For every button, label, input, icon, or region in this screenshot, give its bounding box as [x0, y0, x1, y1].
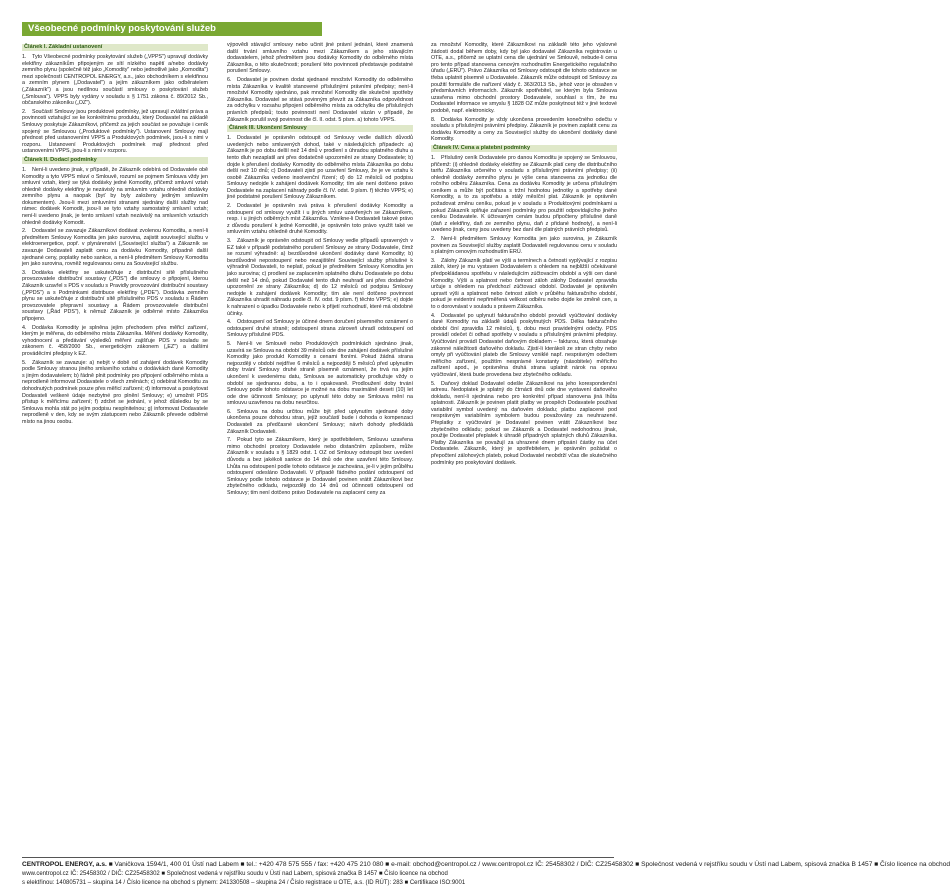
clause-paragraph — [22, 167, 208, 226]
clause-text: Zákazník je oprávněn odstoupit od Smlouvy vedle případů upravených v EZ také v případě podstatného porušení Smlouvy ze strany Dodavatele, čímž se rozumí výhradně: a) bezdůvodné ukončení dodávky dané Komodity; b) bezdůvodné nepostoupení nebo nezajištění Související služby příslušné k výhradně Dodavateli, to neplatí, pokud je předmětem Smlouvy Komodita jen jako surovina; c) prodlení se zaplacením splatného dluhu Dodavatele po dobu delší než 14 dnů, pokud Dodavatel tento dluh neuhradí ani přes dodatečné upozornění ze strany Zákazníka; d) do 12 měsíců od podpisu Smlouvy nedojde k zahájení dodávek Komodity; tím ale není dotčeno povinnost Zákazníka uhradit náhradu podle čl. IV. odst. 9 písm. f) těchto VPPS; e) dojde k nahrazení o úpadku Dodavatele nebo k přijetí rozhodnutí, které má obdobné účinky. — [227, 238, 413, 317]
clause-text: za množství Komodity, které Zákazníkovi na základě této jeho výslovné žádosti dodal během doby, kdy byl jako dodavatel Zákazníka registrován u OTE, a.s., přičemž se uplatní cena dle ujednání ve Smlouvě, nebude-li cena pro tento případ stanovena cenovým rozhodnutím Energetického regulačního úřadu („ERÚ"). Právo Zákazníka od Smlouvy odstoupit dle tohoto odstavce se třeba uplatnit písemně u Dodavatele. Zákazník může odstoupit od Smlouvy za použití formuláře dle nařízení vlády č. 363/2013 Sb., jehož vzor je obsažen v předsmluvních informacích. Zákazník spotřebitel, se kterým byla Smlouva uzavřena mimo obchodní prostory Dodavatele, souhlasí s tím, že mu Dodavatel informace ve smyslu § 1828 OZ může poskytnout též v jiné textové podobě, např. elektronicky. — [431, 42, 617, 114]
clause-text: Dodavatel je oprávněn odstoupit od Smlouvy vedle dalších důvodů uvedených nebo smluvených dohod, také v následujících případech: a) Zákazník je po dobu delší než 14 dnů v prodlení s úhradou splatného dluhu a tento dluh nezaplatil ani přes dodatečně upozornění ze strany Dodavatele; b) dojde k přerušení dodávky Komodity do odběrného místa Zákazníka po dobu delší než 10 dnů; c) Dodavateli zjistí po uzavření Smlouvy, že je ve vztahu k osobě Zákazníka vedeno insolvenční řízení; d) do 12 měsíců od podpisu Smlouvy nedojde k zahájení dodávek Komodity; tím ale není dotčeno právo Dodavatele na zaplacení náhrady podle čl. IV. odst. 9 písm. f) těchto VPPS; e) jiné podstatné porušení Smlouvy Zákazníkem. — [227, 135, 413, 201]
clause-text: Dodávka Komodity je splněna jejím přechodem přes měřicí zařízení, kterým je měřena, do odběrného místa Zákazníka. Měření dodávky Komodity, vyhodnocení a předávání výsledků měření zajišťuje PDS v souladu se zákonem č. 458/2000 Sb., energetickým zákonem („EZ") a dalšími prováděcími předpisy k EZ. — [22, 324, 208, 357]
clause-text: Dodavatel je oprávněn svá práva k přerušení dodávky Komodity a odstoupení od smlouvy využít i u jiných smluv uzavřených se Zákazníkem, resp. i u jiných odběrných míst Zákazníka. Vznikne-li Dodavateli takové právo z důvodu porušení k jedné Komoditě, je oprávněn toto právo využít také ve smluvním vztahu ohledně druhé Komodity. — [227, 203, 413, 236]
section-heading: Článek III. Ukončení Smlouvy — [227, 125, 413, 132]
clause-paragraph — [431, 117, 617, 143]
clause-text: Dodávka Komodity je vždy ukončena provedením konečného odečtu v souladu s příslušnými právními předpisy. Zákazník je povinen zaplatit cenu za dodávku Komodity a ceny za Související služby do ukončení dodávky dané Komodity. — [431, 116, 617, 143]
clause-text: Pokud tyto se Zákazníkem, který je spotřebitelem, Smlouvu uzavřena mimo obchodní prostory Dodavatele nebo distančním způsobem, může Zákazník v souladu s § 1829 odst. 1 OZ od Smlouvy odstoupit bez uvedení důvodu a bez jakékoli sankce do 14 dnů ode dne uzavření této Smlouvy. Lhůta na odstoupení podle tohoto odstavce je zachována, je-li v jejím průběhu odstoupení odesláno Dodavateli. V případě řádného podání odstoupení od Smlouvy podle tohoto odstavce je Dodavatel povinen vrátit Zákazníkovi bez zbytečného odkladu, nejpozději do 14 dnů od účinnosti odstoupení od Smlouvy; tím není dotčeno právo Dodavatele na zaplacení ceny za — [227, 437, 413, 496]
clause-paragraph — [227, 42, 413, 75]
clause-text: Příslušný ceník Dodavatele pro danou Komoditu je spojený se Smlouvou, přičemž: (i) ohledně dodávky elektřiny se Zákazník platí ceny dle distribučního tarifu Zákazníka určeného v souladu s příslušnými právními předpisy; (ii) ohledně dodávky zemního plynu je výše cena stanovena za jednotku dle ročního odběru Zákazníka. Cena za dodávku Komodity je určena příslušným ceníkem a může být počítána s tržní hodnotou jednotky a spotřeby dané Komodity, a to za spotřebu a stálý měsíční plat. Zákazník je oprávněn požadovat změnu ceníku, pokud je v souladu s Produktovými podmínkami a pokud Zákazník splňuje zařazení podmínky pro použití odpovídajícího jiného ceníku Dodavatele. K účtovaným cenám budou připočteny příslušné daně (daň z elektřiny, daň ze zemního plynu, daň z přidané hodnoty), a není-li uvedeno jinak, ceny jsou uvedeny bez daní dle platných právních předpisů. — [431, 154, 617, 234]
clause-paragraph — [431, 236, 617, 256]
clause-text: Daňový doklad Dodavatel odešle Zákazníkovi na jeho korespondenční adresu. Nedoplatek je splatný do čtrnácti dnů ode dne vystavení daňového dokladu, není-li sjednána nebo pro konkrétní případ stanovena jiná lhůta splatnosti. Zákazník je povinen platit platby ve prospěch Dodavatele používat variabilní symbol uvedený na daňovém dokladu; platbu zaplacené pod nesprávným variabilním symbolem budou považovány za neuhrazené. Přeplatky z vyúčtování je Dodavatel povinen vrátit Zákazníkovi bez zbytečného odkladu; pokud se Zákazník a Dodavatel nedohodnou jinak, použije Dodavatel přeplatek k úhradě případných splatných dluhů Zákazníka. Platby Zákazníka se považují za uhrazené dnem připsání částky na účet Dodavatele. Zákazník, který je spotřebitelem, je oprávněn požádat o přepočtení zálohových plateb, pokud Dodavatel neobdrží včas dle skutečného podmínky pro poskytování dodávek. — [431, 380, 617, 466]
clause-number: 1. — [227, 135, 232, 142]
footer-contact: ■ Vaničkova 1594/1, 400 01 Ústí nad Labem ■ tel.: +420 478 575 555 / fax: +420 475 210 080 ■ e-mail: obchod@centropol.cz / www.centropol.cz IČ: 25458302 / DIČ: CZ25458302 ■ Společnost vedená v rejstříku soudu v Ústí nad Labem, spisová značka B 1457 ■ Číslo licence na obchod — [108, 861, 950, 868]
clause-text: Dodavatel se zavazuje Zákazníkovi dodávat zvolenou Komoditu, a není-li předmětem Smlouvy Komodita jen jako surovina, zajistit související službu v elektroenergetice, popř. v plynárenství („Související služba") a Zákazník se zavazuje Dodavateli zaplatit cenu za dodávku Komodity, případně další sjednané ceny, poplatky nebo sankce, a není-li předmětem Smlouvy Komodita jen jako surovina, rovněž regulovanou cenu za Související službu. — [22, 228, 208, 268]
clause-text: Součástí Smlouvy jsou produktové podmínky, jež upravují zvláštní práva a povinnosti vztahující se ke konkrétnímu produktu, který Dodavatel na základě Smlouvy poskytuje Zákazníkovi, přičemž za jejich součást se považuje i ceník spojený se Smlouvou („Produktové podmínky"). Ustanovení Smlouvy mají přednost před ustanoveními VPPS a Produktových podmínek, jsou-li s nimi v rozporu. Ustanovení Produktových podmínek mají přednost před ustanoveními VPPS, jsou-li s nimi v rozporu. — [22, 108, 208, 155]
clause-number: 5. — [227, 340, 232, 347]
clause-number: 5. — [431, 380, 436, 387]
clause-number: 2. — [22, 108, 27, 115]
clause-number: 2. — [22, 228, 27, 235]
clause-paragraph — [22, 228, 208, 268]
clause-number: 3. — [227, 238, 232, 245]
clause-number: 1. — [22, 54, 27, 60]
clause-number: 2. — [431, 236, 436, 243]
clause-text: Není-li uvedeno jinak, v případě, že Zákazník odebírá od Dodavatele obě Komodity a tyto VPPS mluví o Smlouvě, rozumí se pojmem Smlouva vždy jen smluvní vztah, který se týká dodávky jedné Komodity, přičemž smluvní vztah ohledně dodávky elektřiny je nezávislý na smluvním vztahu ohledně dodávky zemního plynu a naopak (byť by byly založeny jediným smluvním dokumentem). Jsou-li mezi smluvními stranami sjednány další služby nad rámec dodávek Komodit, jsou-li se tyto vztahy samostatný smluvní vztah; není-li uvedeno jinak, je tento smluvní vztah nezávislý na smluvních vztazích ohledně dodávky Komodit. — [22, 166, 208, 226]
column-2 — [227, 42, 413, 499]
clause-number: 5. — [22, 359, 27, 366]
footer-divider — [22, 857, 614, 858]
section-heading: Článek IV. Cena a platební podmínky — [431, 145, 617, 152]
clause-paragraph — [431, 42, 617, 115]
clause-number: 4. — [431, 312, 436, 319]
clause-text: Zákazník se zavazuje: a) nebýt v době od zahájení dodávek Komodity podle Smlouvy stranou jiného smluvního vztahu o dodávkách dané Komodity s jiným dodavatelem; b) řádně plnit podmínky pro připojení odběrného místa a neprodleně informovat Dodavatele o všech změnách; c) odebírat Komoditu za dohodnutých podmínek pouze přes měřicí zařízení; d) informovat a poskytovat Dodavateli veškeré údaje nezbytné pro plnění Smlouvy; e) umožnit PDS přístup k měřicímu zařízení; f) zdržet se jednání, v jehož důsledku by se Smlouva mohla stát po jejím podpisu nesplnitelnou; g) informovat Dodavatele neprodleně v den, kdy se svým zástupcem nebo Zákazník převede odběrné místo na jinou osobu. — [22, 359, 208, 425]
clause-paragraph — [227, 341, 413, 407]
clause-paragraph — [22, 54, 208, 107]
footer-company-line — [22, 861, 950, 869]
footer-registration-line: www.centropol.cz IČ: 25458302 / DIČ: CZ25458302 ■ Společnost vedená v rejstříku soudu v Ústí nad Labem, spisová značka B 1457 ■ Číslo licence na obchod — [22, 871, 448, 877]
clause-text: Smlouva na dobu určitou může být před uplynutím sjednané doby ukončena pouze dohodou stran, jejíž součástí bude i dohoda o kompenzaci Dodavateli za předčasné ukončení Smlouvy; návrh dohody předkládá Zákazník Dodavateli. — [227, 408, 413, 435]
clause-paragraph — [431, 258, 617, 311]
clause-paragraph — [22, 360, 208, 426]
clause-paragraph — [431, 313, 617, 379]
clause-number: 8. — [431, 116, 436, 123]
clause-paragraph — [227, 238, 413, 317]
clause-paragraph — [227, 203, 413, 236]
clause-number: 2. — [227, 203, 232, 210]
clause-paragraph — [227, 437, 413, 496]
clause-paragraph — [227, 77, 413, 123]
footer-license-line: s elektřinou: 140805731 – skupina 14 / Číslo licence na obchod s plynem: 241330508 – skupina 24 / Číslo registrace u OTE, a.s. (ID RÚT): 283 ■ Certifikace ISO:9001 — [22, 880, 466, 886]
clause-number: 3. — [22, 269, 27, 276]
clause-text: Není-li předmětem Smlouvy Komodita jen jako surovina, je Zákazník povinen za Související služby zaplatit Dodavateli regulovanou cenu v souladu s platným cenovým rozhodnutím ERÚ. — [431, 236, 617, 256]
clause-paragraph — [22, 325, 208, 358]
clause-paragraph — [227, 319, 413, 339]
clause-number: 7. — [227, 437, 232, 444]
clause-text: Dodávka elektřiny se uskutečňuje z distribuční sítě příslušného provozovatele distribuční soustavy („PDS") dle smlouvy o připojení, kterou Zákazník uzavřel s PDS v souladu s Pravidly provozování distribuční soustavy („PPDS") a s Podmínkami distribuce elektřiny („PDE"). Dodávka zemního plynu se uskutečňuje z distribuční sítě příslušného PDS v souladu s Řádem provozovatele přepravní soustavy a Řádem provozovatele distribuční soustavy („Řád PDS"), k němuž Zákazník je odběrné místo Zákazníka připojeno. — [22, 269, 208, 322]
clause-paragraph — [431, 381, 617, 467]
column-1 — [22, 42, 208, 427]
clause-number: 1. — [431, 154, 436, 161]
section-heading: Článek II. Dodací podmínky — [22, 157, 208, 164]
clause-number: 4. — [227, 319, 232, 326]
column-3 — [431, 42, 617, 468]
clause-number: 1. — [22, 166, 27, 173]
clause-text: Dodavatel je povinen dodat sjednané množství Komodity do odběrného místa Zákazníka v kvalitě stanovené příslušnými právními předpisy; není-li množství Komodity sjednáno, pak množství Komodity dle skutečné spotřeby Zákazníka. Dodavatel se stává povinným převzít za Zákazníka odpovědnost za odchylku v rozsahu připojení odběrného místa za odchylku dle příslušných právních předpisů; touto povinností není Dodavatel vázán v případě, že Zákazník porušil svoji povinnost dle čl. II. odst. 5 písm. a) tohoto VPPS. — [227, 76, 413, 123]
document-title: Všeobecné podmínky poskytování služeb — [22, 22, 322, 36]
clause-text: Zálohy Zákazník platí ve výši a termínech a četnosti vyplývající z rozpisu záloh, který je mu vystaven Dodavatelem s ohledem na nejbližší očekávané předpokládanou spotřebu v následujícím zúčtovacím období a výši cen dané Komodity. Výši a splatnost nebo četnost záloh zálohy Dodavatel zpravidla určuje s ohledem na předchozí zúčtovací období. Dodavatel je oprávněn upravit výši a splatnost nebo četnost záloh v průběhu fakturačního období, pokud je evidentní nepřiměřená velikost odběru nebo dojde ke změně cen, a to o dorovnávat v souladu s právem Zákazníka. — [431, 257, 617, 310]
clause-number: 6. — [227, 408, 232, 415]
clause-number: 3. — [431, 257, 436, 264]
clause-paragraph — [22, 109, 208, 155]
section-heading: Článek I. Základní ustanovení — [22, 44, 208, 51]
clause-text: Odstoupení od Smlouvy je účinné dnem doručení písemného oznámení o odstoupení druhé straně; odstoupení strana zároveň uhradí odstoupení od Smlouvy příslušné PDS. — [227, 319, 413, 339]
clause-text: Dodavatel po uplynutí fakturačního období provádí vyúčtování dodávky dané Komodity na základě údajů poskytnutých PDS. Délka fakturačního období činí zpravidla 12 měsíců, tj. dobu mezi pravidelnými odečty. PDS provádí odečet či odhad spotřeby v souladu s příslušnými právními předpisy. Vyúčtování provádí Dodavatel daňovým dokladem – fakturou, která obsahuje zákonné náležitosti daňového dokladu. Zjistí-li kterákoli ze stran chyby nebo omyly při vyúčtování plateb dle Smlouvy vzniklé např. nesprávným odečtem měřicího zařízení, použitím nesprávné konstanty (násobitele) měřicího zařízení apod., je oprávněna druhá strana uplatnit nárok na opravu vyúčtování, která bude provedena bez zbytečného odkladu. — [431, 312, 617, 378]
clause-text: Tyto Všeobecné podmínky poskytování služeb („VPPS") upravují dodávky elektřiny zákazníkům připojeným ze sítí nízkého napětí a/nebo dodávky zemního plynu (společně též jako „Komodity" nebo jednotlivě jako „Komodita") mezi společností CENTROPOL ENERGY, a.s., jako obchodníkem s elektřinou a zemním plynem („Dodavatel") a jejím zákazníkem jako odběratelem („Zákazník") a jsou nedílnou součástí smlouvy o poskytování služeb („Smlouva"). VPPS byly vydány v souladu s § 1751 zákona č. 89/2012 Sb., občanského zákoníku („OZ"). — [22, 54, 208, 107]
clause-number: 4. — [22, 324, 27, 331]
clause-paragraph — [22, 270, 208, 323]
clause-number: 6. — [227, 76, 232, 83]
clause-paragraph — [227, 409, 413, 435]
clause-text: Není-li ve Smlouvě nebo Produktových podmínkách sjednáno jinak, uzavírá se Smlouva na období 39 měsíců ode dne zahájení dodávek příslušné Komodity jako produkt Komodity s cenami fixními. Pokud žádná strana nejpozději v období nejdříve 6 měsíců a nejpozději 5 měsíců před uplynutím doby trvání Smlouvy druhé straně písemně oznámení, že trvá na jejím ukončení k uvedenému datu, Smlouva se automaticky prodlužuje vždy o období se sjednanou dobu, a to i opakovaně. Prodloužení doby trvání Smlouvy podle tohoto odstavce je možné na dobu maximálně deseti (10) let ode dne účinnosti Smlouvy; po uplynutí této doby se Smlouva mění na smlouvu uzavřenou na dobu neurčitou. — [227, 340, 413, 407]
clause-text: výpovědi stávající smlouvy nebo učinit jiné právní jednání, které znamená další trvání smluvního vztahu mezi Zákazníkem a jeho stávajícím dodavatelem, jehož předmětem jsou dodávky Komodity do odběrného místa Zákazníka, o této skutečnosti; porušení této povinnosti představuje podstatné porušení Smlouvy. — [227, 42, 413, 75]
clause-paragraph — [431, 155, 617, 234]
footer-company-name: CENTROPOL ENERGY, a.s. — [22, 861, 107, 868]
clause-paragraph — [227, 135, 413, 201]
